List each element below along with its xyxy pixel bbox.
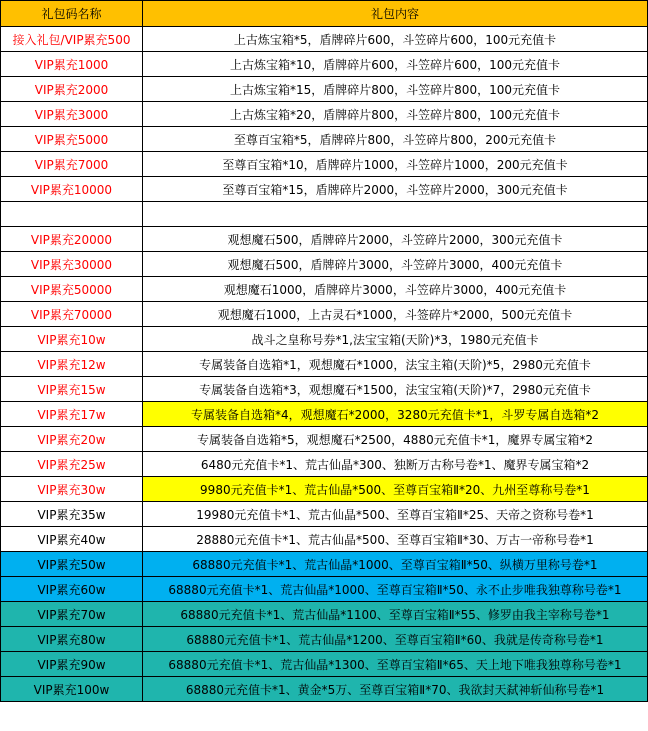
table-row	[1, 652, 648, 677]
gift-code-name-cell: VIP累充30w	[1, 477, 143, 502]
gift-code-name-cell: VIP累充25w	[1, 452, 143, 477]
table-row	[1, 252, 648, 277]
table-row	[1, 402, 648, 427]
table-row	[1, 177, 648, 202]
gift-code-name-cell: VIP累充80w	[1, 627, 143, 652]
gift-code-name-cell: VIP累充2000	[1, 77, 143, 102]
gift-content-cell: 至尊百宝箱*15，盾牌碎片2000，斗笠碎片2000，300元充值卡	[143, 177, 648, 202]
gift-code-name-cell: VIP累充17w	[1, 402, 143, 427]
table-row	[1, 377, 648, 402]
gift-content-cell: 68880元充值卡*1、荒古仙晶*1100、至尊百宝箱Ⅱ*55、修罗由我主宰称号卷*1	[143, 602, 648, 627]
table-row	[1, 277, 648, 302]
table-row	[1, 452, 648, 477]
gift-content-cell: 9980元充值卡*1、荒古仙晶*500、至尊百宝箱Ⅱ*20、九州至尊称号卷*1	[143, 477, 648, 502]
gift-content-cell: 68880元充值卡*1、荒古仙晶*1000、至尊百宝箱Ⅱ*50、永不止步唯我独尊称号卷*1	[143, 577, 648, 602]
table-row	[1, 102, 648, 127]
gift-code-name-cell: VIP累充50000	[1, 277, 143, 302]
gift-code-name-cell: VIP累充100w	[1, 677, 143, 702]
gift-code-name-cell: VIP累充90w	[1, 652, 143, 677]
table-header-row	[1, 1, 648, 27]
gift-code-name-cell: VIP累充35w	[1, 502, 143, 527]
gift-code-name-cell: VIP累充1000	[1, 52, 143, 77]
table-row	[1, 352, 648, 377]
gift-code-name-cell: VIP累充40w	[1, 527, 143, 552]
gift-code-name-cell	[1, 202, 143, 227]
gift-code-name-cell: VIP累充15w	[1, 377, 143, 402]
gift-code-name-cell: VIP累充10w	[1, 327, 143, 352]
table-row	[1, 52, 648, 77]
gift-code-name-cell: VIP累充7000	[1, 152, 143, 177]
gift-code-name-cell: VIP累充20000	[1, 227, 143, 252]
gift-code-name-cell: VIP累充5000	[1, 127, 143, 152]
gift-code-name-cell: VIP累充3000	[1, 102, 143, 127]
gift-code-name-cell: VIP累充70w	[1, 602, 143, 627]
gift-code-name-cell: VIP累充12w	[1, 352, 143, 377]
gift-content-cell: 至尊百宝箱*5，盾牌碎片800，斗笠碎片800，200元充值卡	[143, 127, 648, 152]
table-row	[1, 527, 648, 552]
gift-code-name-cell: 接入礼包/VIP累充500	[1, 27, 143, 52]
gift-content-cell	[143, 202, 648, 227]
gift-content-cell: 专属装备自选箱*1，观想魔石*1000，法宝主箱(天阶)*5，2980元充值卡	[143, 352, 648, 377]
gift-content-cell: 观想魔石1000，盾牌碎片3000，斗笠碎片3000，400元充值卡	[143, 277, 648, 302]
gift-code-name-cell: VIP累充70000	[1, 302, 143, 327]
gift-content-cell: 至尊百宝箱*10，盾牌碎片1000，斗笠碎片1000，200元充值卡	[143, 152, 648, 177]
gift-code-name-cell: VIP累充50w	[1, 552, 143, 577]
gift-code-name-cell: VIP累充60w	[1, 577, 143, 602]
table-row	[1, 27, 648, 52]
gift-content-cell: 观想魔石500，盾牌碎片3000，斗笠碎片3000，400元充值卡	[143, 252, 648, 277]
gift-content-cell: 68880元充值卡*1、荒古仙晶*1300、至尊百宝箱Ⅱ*65、天上地下唯我独尊称号卷*1	[143, 652, 648, 677]
gift-content-cell: 观想魔石1000，上古灵石*1000，斗签碎片*2000，500元充值卡	[143, 302, 648, 327]
table-body	[1, 27, 648, 702]
table-row	[1, 327, 648, 352]
table-row	[1, 77, 648, 102]
gift-content-cell: 28880元充值卡*1、荒古仙晶*500、至尊百宝箱Ⅱ*30、万古一帝称号卷*1	[143, 527, 648, 552]
table-row	[1, 602, 648, 627]
gift-code-name-cell: VIP累充20w	[1, 427, 143, 452]
gift-content-cell: 上古炼宝箱*15，盾牌碎片800，斗笠碎片800，100元充值卡	[143, 77, 648, 102]
gift-content-cell: 上古炼宝箱*20，盾牌碎片800，斗笠碎片800，100元充值卡	[143, 102, 648, 127]
table-row	[1, 127, 648, 152]
gift-content-cell: 6480元充值卡*1、荒古仙晶*300、独断万古称号卷*1、魔界专属宝箱*2	[143, 452, 648, 477]
gift-content-cell: 68880元充值卡*1、黄金*5万、至尊百宝箱Ⅱ*70、我欲封天弑神斩仙称号卷*1	[143, 677, 648, 702]
gift-content-cell: 68880元充值卡*1、荒古仙晶*1000、至尊百宝箱Ⅱ*50、纵横万里称号卷*1	[143, 552, 648, 577]
table-row	[1, 152, 648, 177]
header-gift-code-name: 礼包码名称	[1, 1, 143, 27]
table-row	[1, 552, 648, 577]
gift-content-cell: 上古炼宝箱*10，盾牌碎片600，斗笠碎片600，100元充值卡	[143, 52, 648, 77]
gift-content-cell: 68880元充值卡*1、荒古仙晶*1200、至尊百宝箱Ⅱ*60、我就是传奇称号卷*1	[143, 627, 648, 652]
gift-code-name-cell: VIP累充10000	[1, 177, 143, 202]
gift-content-cell: 专属装备自选箱*3，观想魔石*1500，法宝宝箱(天阶)*7，2980元充值卡	[143, 377, 648, 402]
table-row	[1, 202, 648, 227]
gift-code-name-cell: VIP累充30000	[1, 252, 143, 277]
gift-content-cell: 专属装备自选箱*4，观想魔石*2000，3280元充值卡*1，斗罗专属自选箱*2	[143, 402, 648, 427]
gift-content-cell: 19980元充值卡*1、荒古仙晶*500、至尊百宝箱Ⅱ*25、天帝之资称号卷*1	[143, 502, 648, 527]
table-row	[1, 577, 648, 602]
table-row	[1, 627, 648, 652]
gift-content-cell: 观想魔石500，盾牌碎片2000，斗笠碎片2000，300元充值卡	[143, 227, 648, 252]
table-row	[1, 502, 648, 527]
gift-content-cell: 专属装备自选箱*5，观想魔石*2500，4880元充值卡*1，魔界专属宝箱*2	[143, 427, 648, 452]
gift-content-cell: 战斗之皇称号券*1,法宝宝箱(天阶)*3，1980元充值卡	[143, 327, 648, 352]
header-gift-content: 礼包内容	[143, 1, 648, 27]
table-row	[1, 427, 648, 452]
table-row	[1, 477, 648, 502]
gift-content-cell: 上古炼宝箱*5，盾牌碎片600，斗笠碎片600，100元充值卡	[143, 27, 648, 52]
table-row	[1, 302, 648, 327]
table-row	[1, 677, 648, 702]
table-row	[1, 227, 648, 252]
